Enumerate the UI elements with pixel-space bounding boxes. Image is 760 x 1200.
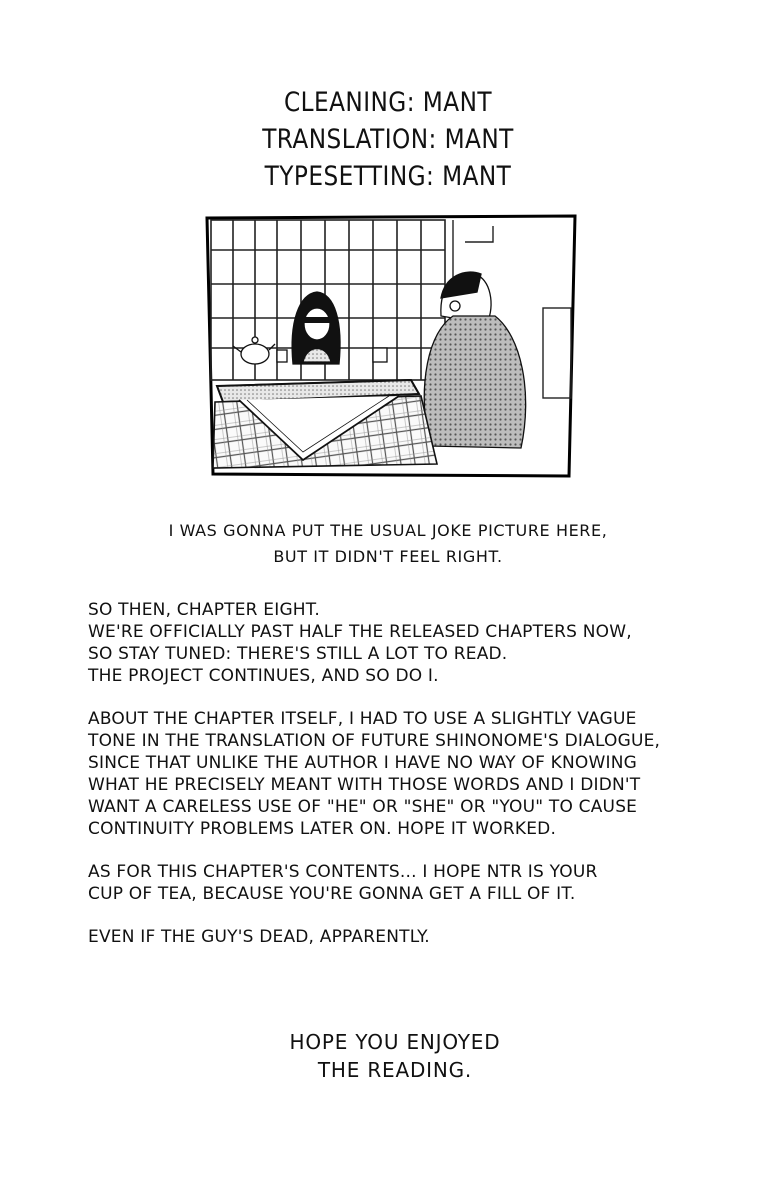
credit-cleaning: CLEANING: MANT [284,87,492,118]
credit-translation: TRANSLATION: MANT [262,124,514,155]
notes-line: ABOUT THE CHAPTER ITSELF, I HAD TO USE A SLIGHTLY VAGUE [88,709,637,729]
closing-line-2: THE READING. [317,1058,473,1082]
translator-notes [88,599,748,969]
notes-line: AS FOR THIS CHAPTER'S CONTENTS... I HOPE NTR IS YOUR [88,862,598,882]
credit-typesetting: TYPESETTING: MANT [264,161,512,192]
notes-line: SO THEN, CHAPTER EIGHT. [88,600,320,620]
notes-line: EVEN IF THE GUY'S DEAD, APPARENTLY. [88,927,430,947]
notes-paragraph-3 [88,861,748,905]
notes-line: CUP OF TEA, BECAUSE YOU'RE GONNA GET A FILL OF IT. [88,884,576,904]
credits-block [54,84,721,195]
closing-line-1: HOPE YOU ENJOYED [289,1030,501,1054]
notes-paragraph-1 [88,599,748,687]
notes-line: WANT A CARELESS USE OF "HE" OR "SHE" OR "YOU" TO CAUSE [88,797,638,817]
notes-line: CONTINUITY PROBLEMS LATER ON. HOPE IT WORKED. [88,819,557,839]
notes-line: WHAT HE PRECISELY MEANT WITH THOSE WORDS AND I DIDN'T [88,775,641,795]
notes-line: THE PROJECT CONTINUES, AND SO DO I. [88,666,439,686]
caption-line-2: BUT IT DIDN'T FEEL RIGHT. [273,547,503,566]
notes-line: SO STAY TUNED: THERE'S STILL A LOT TO READ. [88,644,508,664]
closing-message [0,1028,760,1084]
caption-block [0,518,760,570]
notes-paragraph-2 [88,708,748,840]
notes-line: WE'RE OFFICIALLY PAST HALF THE RELEASED CHAPTERS NOW, [88,622,632,642]
notes-line: SINCE THAT UNLIKE THE AUTHOR I HAVE NO WAY OF KNOWING [88,753,638,773]
caption-line-1: I WAS GONNA PUT THE USUAL JOKE PICTURE HERE, [168,521,608,540]
notes-line: TONE IN THE TRANSLATION OF FUTURE SHINONOME'S DIALOGUE, [88,731,661,751]
manga-panel-illustration [203,212,579,480]
notes-paragraph-4 [88,926,748,948]
